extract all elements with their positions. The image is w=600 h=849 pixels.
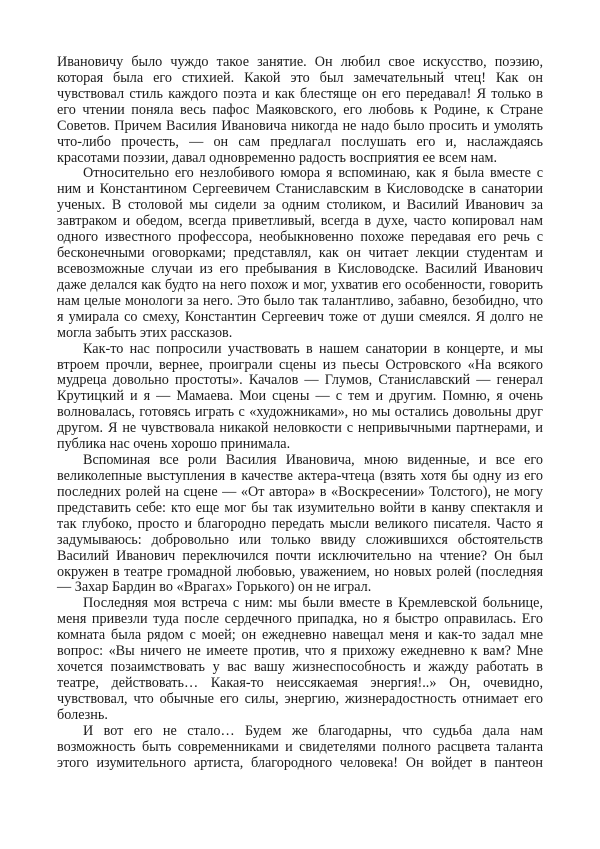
paragraph-roles-reading: Вспоминая все роли Василия Ивановича, мною виденные, и все его великолепные выступления в качестве актера-чтеца (взять хотя бы одну из его последних ролей на сцене — «От автора» в «Воскресении» Толстого), не могу представить себе: кто еще мог бы так изумительно войти в канву спектакля и так глубоко, просто и благородно передать мысли великого писателя. Часто я задумываюсь: добровольно или только ввиду сложившихся обстоятельств Василий Иванович переключился почти исключительно на чтение? Он был окружен в театре громадной любовью, уважением, но новых ролей (последняя — Захар Бардин во «Врагах» Горького) он не играл. (57, 452, 543, 596)
paragraph-continuation: Ивановичу было чуждо такое занятие. Он любил свое искусство, поэзию, которая была его стихией. Какой это был замечательный чтец! Как он чувствовал стиль каждого поэта и как блестяще он его передавал! Я только в его чтении поняла весь пафос Маяковского, его любовь к Родине, к Стране Советов. Причем Василия Ивановича никогда не надо было просить и умолять что-либо прочесть, — он сам предлагал послушать его и, наслаждаясь красотами поэзии, давал одновременно радость восприятия ее всем нам. (57, 54, 543, 166)
paragraph-humor-kislovodsk: Относительно его незлобивого юмора я вспоминаю, как я была вместе с ним и Константином Сергеевичем Станиславским в Кисловодске в санатории ученых. В столовой мы сидели за одним столиком, и Василий Иванович за завтраком и обедом, всегда приветливый, всегда в духе, часто копировал нам одного известного профессора, необыкновенно похоже передавая его речь с бесконечными оговорками; представлял, как он читает лекции студентам и всевозможные случаи из его пребывания в Кисловодске. Василий Иванович даже делался как будто на него похож и мог, ухватив его особенности, говорить нам целые монологи за него. Это было так талантливо, забавно, безобидно, что я умирала со смеху, Константин Сергеевич тоже от души смеялся. Я долго не могла забыть этих рассказов. (57, 165, 543, 341)
paragraph-ostrovsky-concert: Как-то нас попросили участвовать в нашем санатории в концерте, и мы втроем прочли, вернее, проиграли сцены из пьесы Островского «На всякого мудреца довольно простоты». Качалов — Глумов, Станиславский — генерал Крутицкий и я — Мамаева. Мои сцены — с тем и другим. Помню, я очень волновалась, готовясь играть с «художниками», но мы остались довольны друг другом. Я не чувствовала никакой неловкости с непривычными партнерами, и публика нас очень хорошо принимала. (57, 340, 543, 453)
document-page (57, 55, 543, 771)
paragraph-final-cut-off: И вот его не стало… Будем же благодарны, что судьба дала нам возможность быть современниками и свидетелями полного расцвета таланта этого изумительного артиста, благородного человека! Он войдет в пантеон (57, 722, 543, 771)
paragraph-last-meeting: Последняя моя встреча с ним: мы были вместе в Кремлевской больнице, меня привезли туда после сердечного припадка, но я быстро оправилась. Его комната была рядом с моей; он ежедневно навещал меня и как-то задал мне вопрос: «Вы ничего не имеете против, что я прихожу ежедневно к вам? Мне хочется позаимствовать у вас вашу жизнеспособность и жажду работать в театре, действовать… Какая-то неиссякаемая энергия!..» Он, очевидно, чувствовал, что обычные его силы, энергию, жизнерадостность отнимает его болезнь. (57, 595, 543, 723)
